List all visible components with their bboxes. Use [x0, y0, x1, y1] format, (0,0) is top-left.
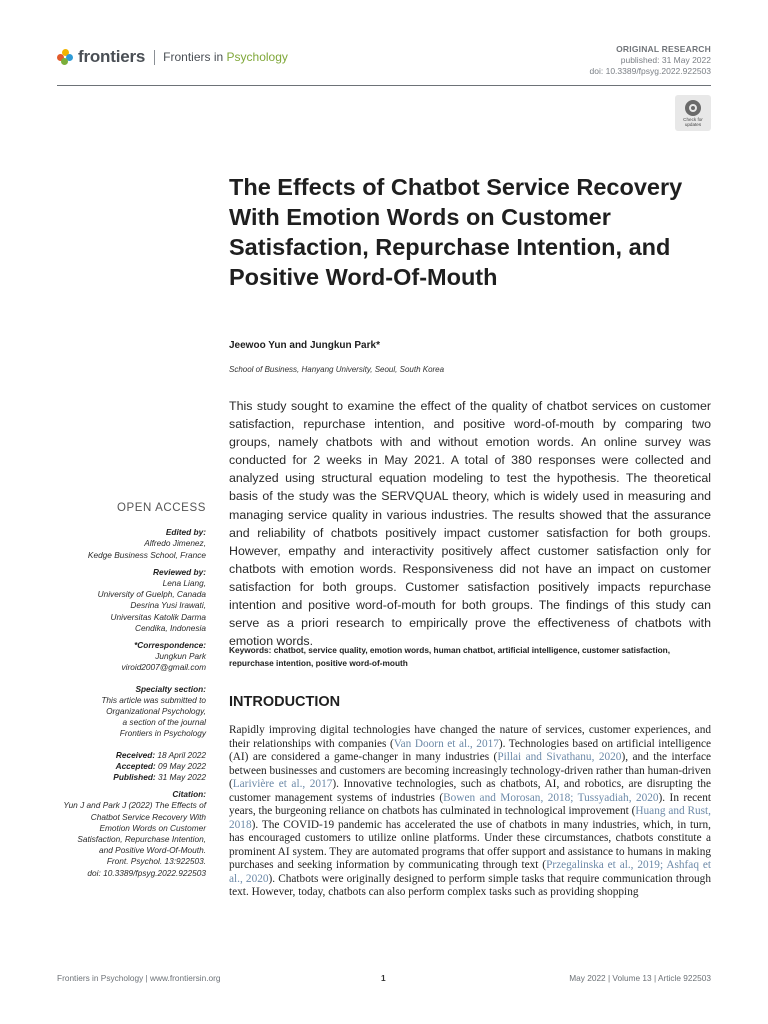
citation-link[interactable]: Pillai and Sivathanu, 2020 [497, 751, 622, 763]
intro-text: ). Chatbots were originally designed to perform simple tasks that require communication through text. However, today, chatbots can also perform complex tasks such as providing shopping [229, 872, 711, 898]
citation-link[interactable]: Przegalinska et al., 2019; Ashfaq et al., 2020 [229, 859, 711, 885]
citation-line: Emotion Words on Customer [99, 822, 206, 833]
reviewed-by-heading: Reviewed by: [152, 566, 206, 577]
specialty-section-heading: Specialty section: [135, 683, 206, 694]
accepted-date [6, 761, 206, 772]
authors[interactable]: Jeewoo Yun and Jungkun Park* [229, 340, 380, 351]
reviewer-affiliation: Universitas Katolik Darma [110, 611, 206, 622]
specialty-line: Frontiers in Psychology [119, 728, 206, 739]
published-value: 31 May 2022 [158, 772, 206, 783]
introduction-body [229, 724, 711, 900]
logo-divider [154, 50, 155, 65]
reviewer-name[interactable]: Desrina Yusi Irawati, [130, 600, 206, 611]
citation-line: Chatbot Service Recovery With [90, 811, 206, 822]
published-date-sidebar [6, 772, 206, 783]
reviewer-name[interactable]: Lena Liang, [162, 578, 206, 589]
affiliation: School of Business, Hanyang University, Seoul, South Korea [229, 365, 445, 374]
reviewer-affiliation: Cendika, Indonesia [134, 622, 206, 633]
article-title: The Effects of Chatbot Service Recovery With Emotion Words on Customer Satisfaction, Repurchase Intention, and Positive Word-Of-Mouth [229, 174, 683, 290]
check-for-updates-button[interactable] [675, 95, 711, 131]
citation-link[interactable]: Huang and Rust, 2018 [229, 805, 711, 831]
check-updates-label: Check for updates [683, 116, 703, 127]
check-updates-icon [685, 100, 701, 116]
article-type: ORIGINAL RESEARCH [616, 44, 711, 54]
specialty-line: a section of the journal [122, 717, 206, 728]
article-meta-header [590, 44, 711, 77]
intro-text: ). The COVID-19 pandemic has accelerated the use of chatbots in many industries, which, in turn, has encouraged customers to utilize online platforms. Under these circumstances, chatbots constitute a prominent AI system. They are automated programs that offer support and assistance to humans in making purchases and seeking information by communicating through text ( [229, 818, 711, 871]
correspondence-heading: *Correspondence: [134, 640, 206, 651]
intro-text: ). In recent years, the burgeoning reliance on chatbots has culminated in technological improvement ( [229, 791, 711, 817]
doi-link[interactable]: doi: 10.3389/fpsyg.2022.922503 [589, 66, 711, 76]
page-number: 1 [381, 973, 386, 983]
accepted-value: 09 May 2022 [158, 760, 206, 771]
frontiers-logo-icon [57, 49, 74, 66]
footer-issue-info: May 2022 | Volume 13 | Article 922503 [569, 973, 711, 983]
citation-line: Yun J and Park J (2022) The Effects of [63, 800, 206, 811]
citation-doi[interactable]: doi: 10.3389/fpsyg.2022.922503 [87, 867, 206, 878]
keywords: Keywords: chatbot, service quality, emotion words, human chatbot, artificial intelligence, customer satisfaction, repurchase intention, positive word-of-mouth [229, 645, 671, 668]
published-date: published: 31 May 2022 [620, 55, 711, 65]
journal-accent: Psychology [226, 50, 288, 64]
citation-line: Satisfaction, Repurchase Intention, [77, 834, 206, 845]
received-date [6, 750, 206, 761]
reviewer-affiliation: University of Guelph, Canada [97, 589, 206, 600]
abstract: This study sought to examine the effect of the quality of chatbot services on customer satisfaction, repurchase intention, and positive word-of-mouth by comparing two groups, namely chatbots with and without emotion words. An online survey was conducted for 2 weeks in May 2021. A total of 380 responses were collected and analyzed using structural equation modeling to test the hypothesis. The theoretical basis of the study was the SERVQUAL theory, which is widely used in measuring and managing service quality in various industries. The results showed that the assurance and reliability of chatbots positively impact customer satisfaction for both groups. However, empathy and interactivity positively affect customer satisfaction only for chatbots with emotion words. Responsiveness did not have an impact on customer satisfaction for both groups. Customer satisfaction positively impacts repurchase intention and positive word-of-mouth for both groups. The findings of this study can serve as a priori research to empirically prove the effectiveness of chatbots with emotion words. [229, 399, 711, 649]
intro-text: ). Technologies based on artificial intelligence (AI) are considered a game-changer in many industries ( [229, 737, 712, 763]
journal-prefix: Frontiers in [163, 50, 224, 64]
intro-text: ). Innovative technologies, such as chatbots, AI, and robotics, are disrupting the customer management systems of industries ( [229, 778, 711, 804]
editor-affiliation: Kedge Business School, France [87, 549, 206, 560]
intro-text: Rapidly improving digital technologies have changed the nature of services, customer experiences, and their relationships with companies ( [229, 724, 711, 750]
frontiers-logo[interactable] [57, 46, 288, 68]
section-heading-introduction: INTRODUCTION [229, 694, 341, 710]
header-divider [57, 85, 711, 86]
open-access-label: OPEN ACCESS [116, 502, 206, 514]
citation-heading: Citation: [172, 789, 206, 800]
citation-line: Front. Psychol. 13:922503. [106, 856, 206, 867]
citation-link[interactable]: Bowen and Morosan, 2018; Tussyadiah, 2020 [443, 791, 659, 804]
journal-name[interactable] [163, 50, 288, 64]
edited-by-heading: Edited by: [165, 527, 206, 538]
intro-text: ), and the interface between businesses and customers are becoming increasingly technology-driven rather than human-driven ( [229, 751, 711, 790]
citation-line: and Positive Word-Of-Mouth. [99, 845, 206, 856]
accepted-heading: Accepted: [115, 760, 156, 771]
correspondent-email[interactable]: viroid2007@gmail.com [121, 662, 206, 673]
citation-link[interactable]: Larivière et al., 2017 [232, 778, 333, 790]
received-heading: Received: [115, 749, 156, 760]
logo-wordmark: frontiers [78, 47, 146, 66]
published-heading: Published: [113, 772, 156, 783]
citation-link[interactable]: Van Doorn et al., 2017 [393, 737, 499, 750]
specialty-line: Organizational Psychology, [106, 706, 206, 717]
sidebar-metadata [6, 503, 206, 879]
correspondent-name: Jungkun Park [155, 651, 206, 662]
received-value: 18 April 2022 [157, 749, 206, 760]
specialty-line: This article was submitted to [101, 694, 206, 705]
footer-journal-link[interactable]: Frontiers in Psychology | www.frontiersin.org [57, 973, 221, 983]
editor-name[interactable]: Alfredo Jimenez, [144, 538, 206, 549]
